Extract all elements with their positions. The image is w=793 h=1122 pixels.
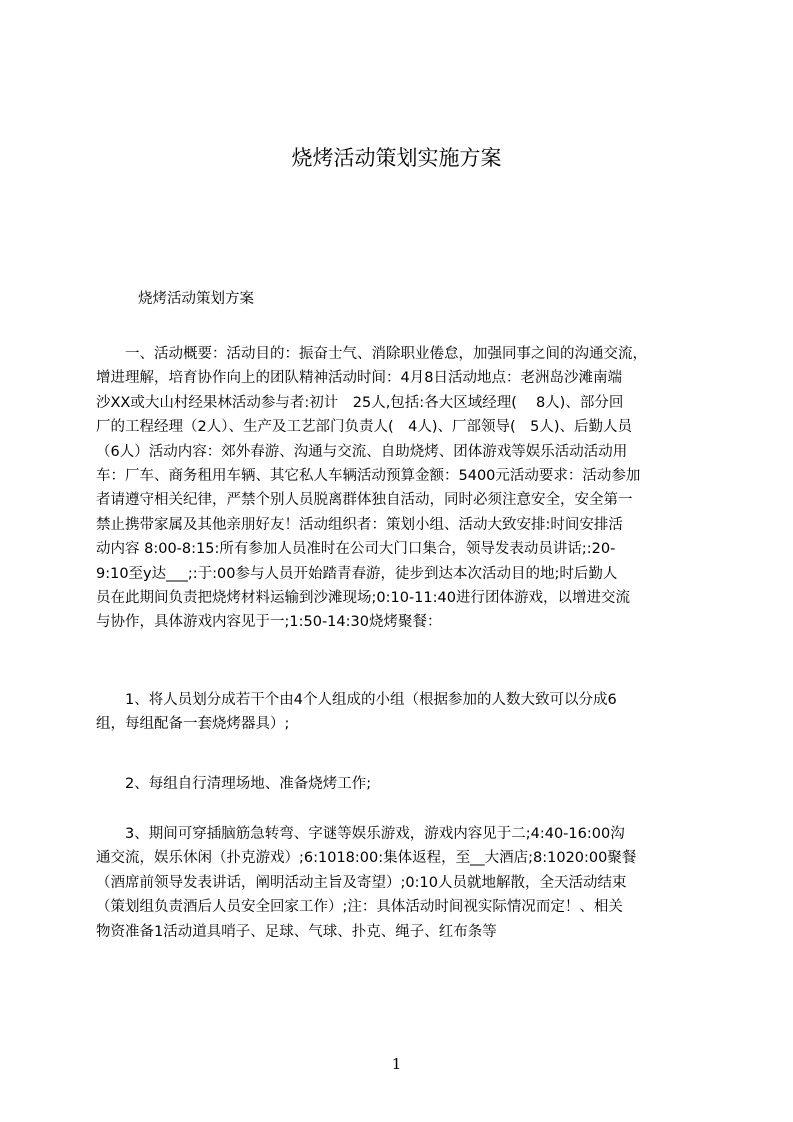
text-line: 2、每组自行清理场地、准备烧烤工作; [96, 776, 372, 792]
text-line: 者请遵守相关纪律，严禁个别人员脱离群体独自活动，同时必须注意安全，安全第一 [96, 492, 633, 509]
text-line: （策划组负责酒后人员安全回家工作）;注：具体活动时间视实际情况而定！、相关 [96, 899, 623, 916]
text-line: 禁止携带家属及其他亲朋好友！活动组织者：策划小组、活动大致安排:时间安排活 [96, 516, 623, 533]
text-line: 动内容 8:00-8:15:所有参加人员准时在公司大门口集合，领导发表动员讲话;:20- [96, 541, 616, 558]
text-line: 增进理解，培育协作向上的团队精神活动时间：4月8日活动地点：老洲岛沙滩南端 [96, 370, 622, 387]
text-line: 9:10至y达___;:于:00参与人员开始踏青春游，徒步到达本次活动目的地;时后勤人 [96, 565, 618, 582]
text-line: 沙XX或大山村经果林活动参与者:初计 25人,包括:各大区域经理( 8人)、部分回 [96, 394, 624, 411]
paragraph-item-2 [96, 772, 701, 796]
document-subtitle: 烧烤活动策划方案 [138, 291, 254, 307]
text-line: （6人）活动内容：郊外春游、沟通与交流、自助烧烤、团体游戏等娱乐活动活动用 [96, 443, 628, 460]
text-line: 员在此期间负责把烧烤材料运输到沙滩现场;0:10-11:40进行团体游戏，以增进交流 [96, 589, 630, 606]
page-number: 1 [391, 1055, 402, 1073]
text-line: 通交流，娱乐休闲（扑克游戏）;6:1018:00:集体返程，至__大酒店;8:1020:00聚餐 [96, 850, 637, 867]
text-line: 组，每组配备一套烧烤器具）; [96, 716, 290, 733]
paragraph-item-1 [96, 688, 701, 737]
text-line: 物资准备1活动道具哨子、足球、气球、扑克、绳子、红布条等 [96, 923, 497, 940]
text-line: 3、期间可穿插脑筋急转弯、字谜等娱乐游戏，游戏内容见于二;4:40-16:00沟 [96, 826, 625, 842]
text-line: 一、活动概要：活动目的：振奋士气、消除职业倦怠，加强同事之间的沟通交流， [96, 346, 647, 362]
text-line: 车：厂车、商务租用车辆、其它私人车辆活动预算金额：5400元活动要求：活动参加 [96, 467, 641, 484]
paragraph-item-3 [96, 822, 701, 944]
text-line: 1、将人员划分成若干个由4个人组成的小组（根据参加的人数大致可以分成6 [96, 692, 617, 708]
paragraph-overview [96, 342, 701, 635]
text-line: 与协作，具体游戏内容见于一;1:50-14:30烧烤聚餐： [96, 614, 442, 631]
text-line: （酒席前领导发表讲话，阐明活动主旨及寄望）;0:10人员就地解散，全天活动结束 [96, 874, 627, 891]
text-line: 厂的工程经理（2人）、生产及工艺部门负责人( 4人)、厂部领导( 5人)、后勤人员 [96, 419, 633, 436]
document-title: 烧烤活动策划实施方案 [291, 146, 502, 170]
